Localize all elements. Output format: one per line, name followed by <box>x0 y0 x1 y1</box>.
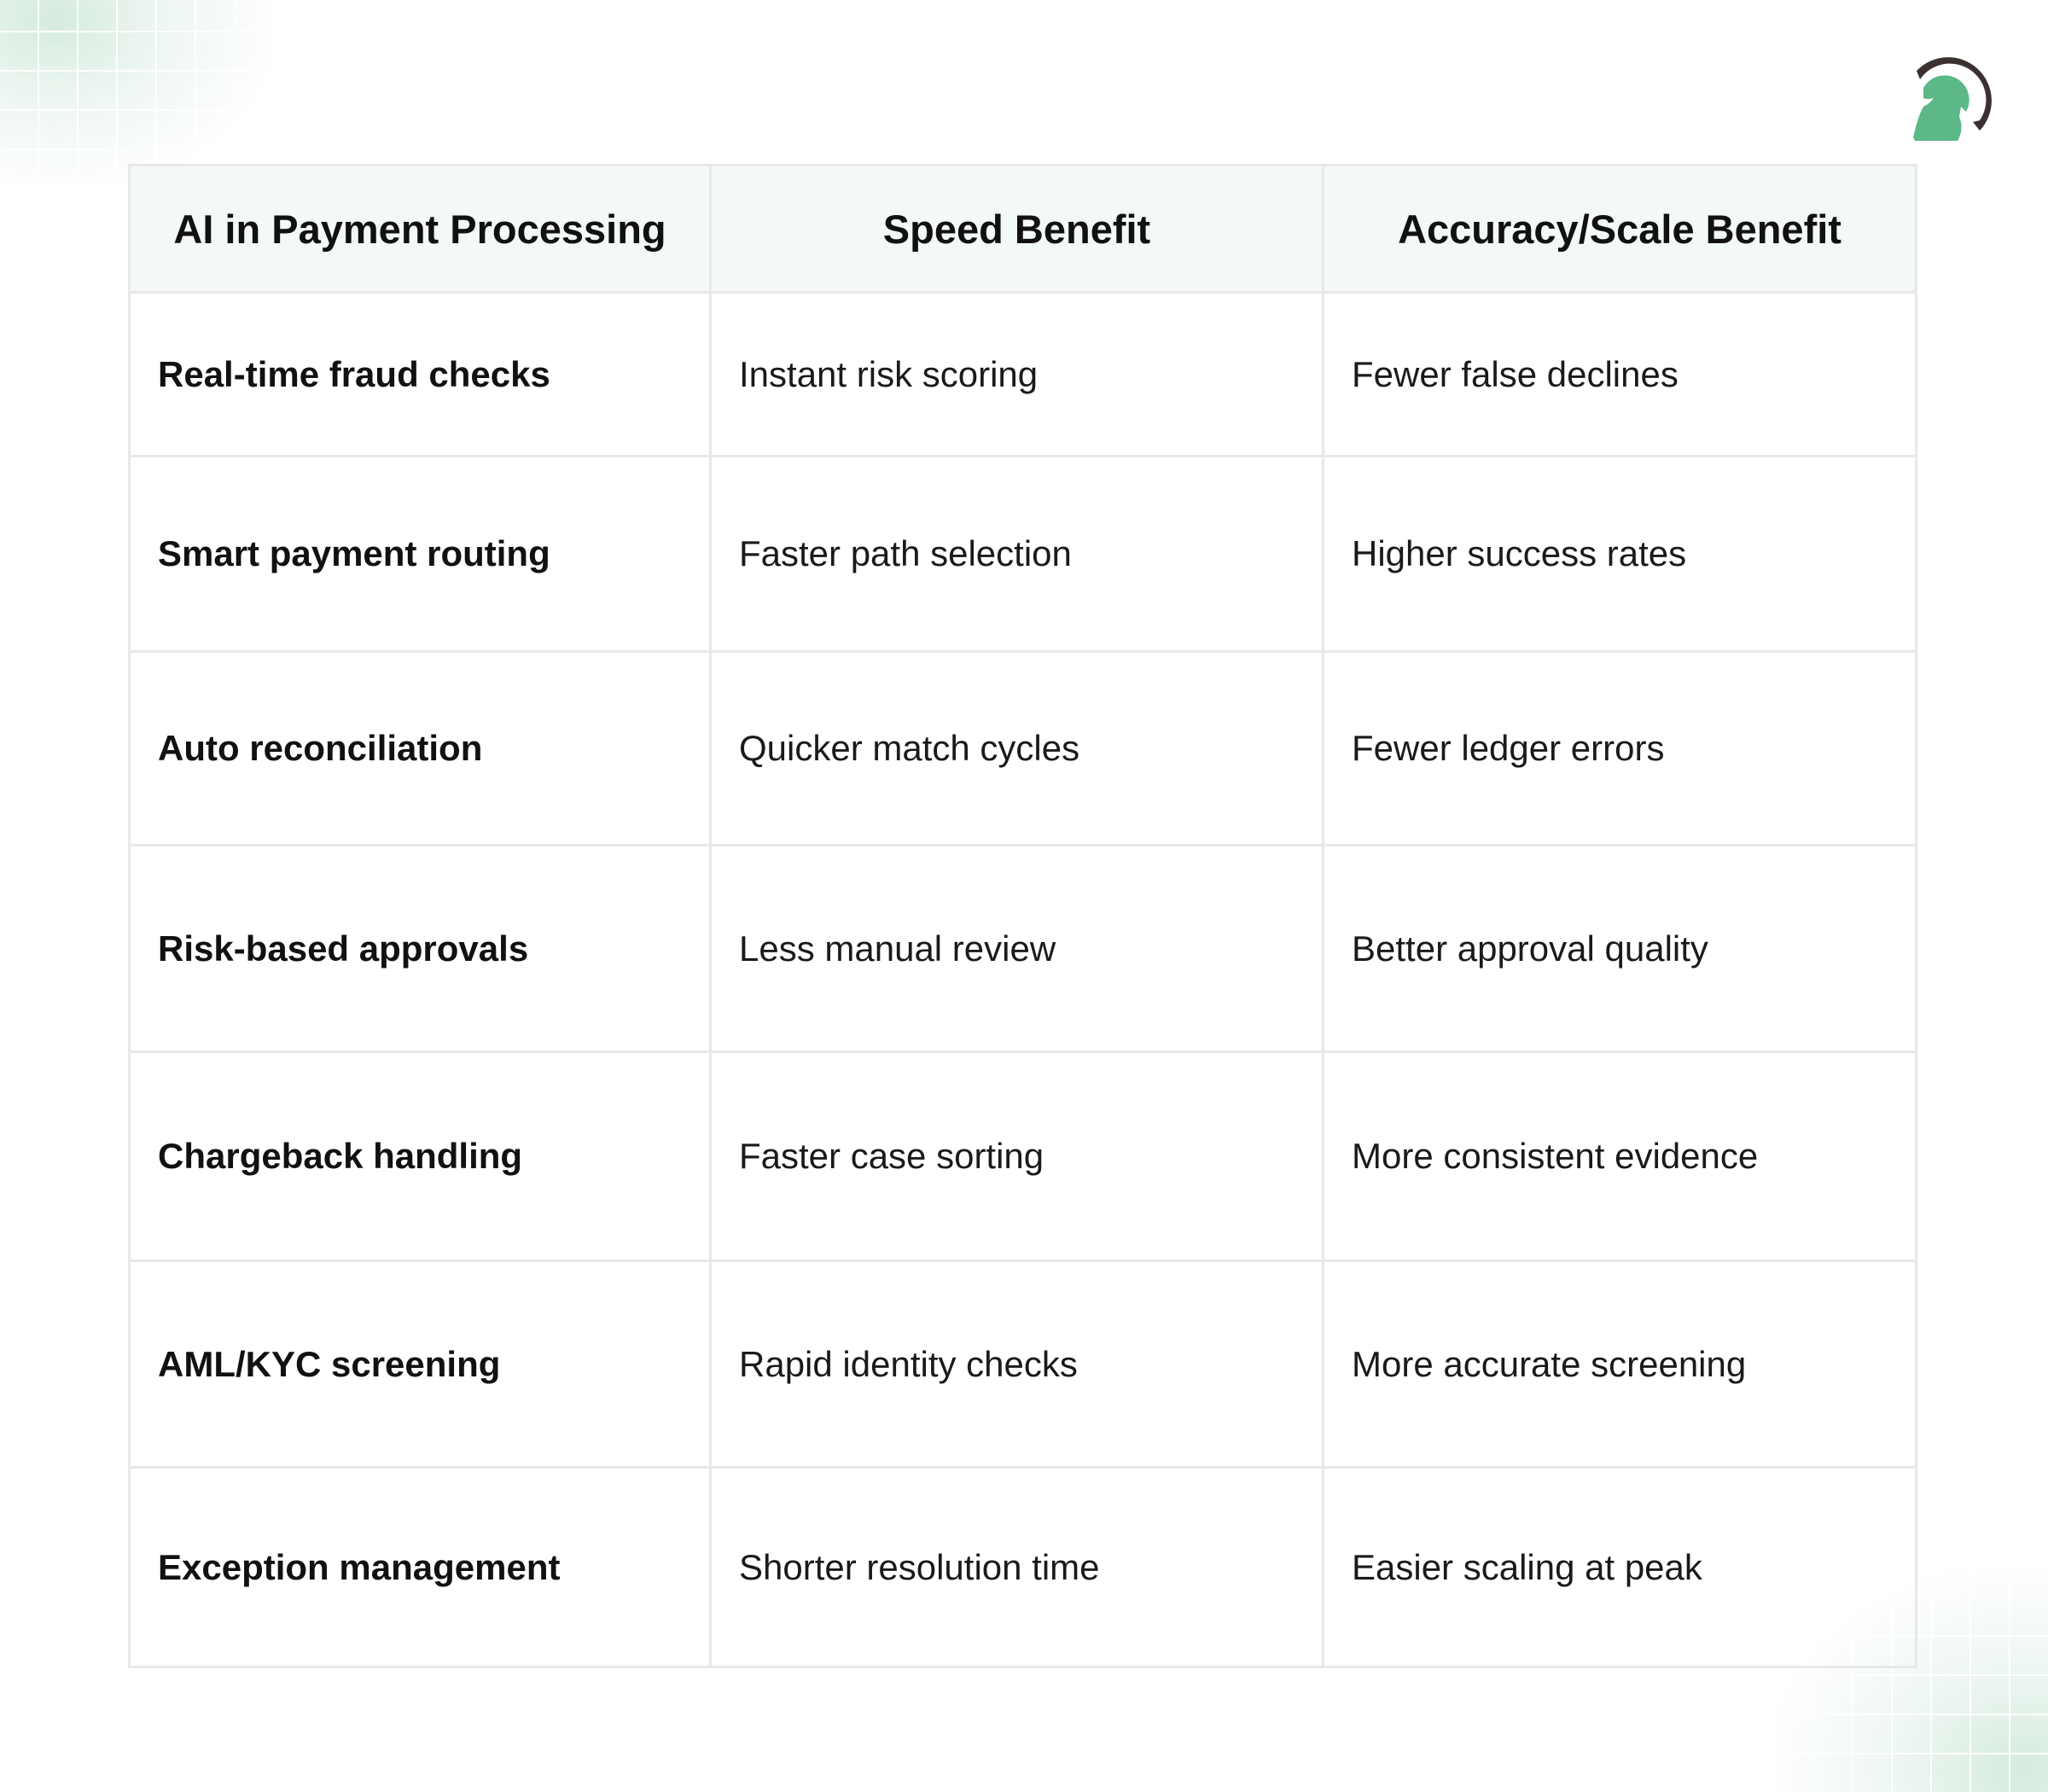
speed-cell: Shorter resolution time <box>711 1468 1324 1667</box>
accuracy-cell: Fewer false declines <box>1324 293 1917 457</box>
feature-cell: Real-time fraud checks <box>130 293 711 457</box>
feature-cell: Smart payment routing <box>130 457 711 652</box>
speed-cell: Rapid identity checks <box>711 1261 1324 1468</box>
speed-cell: Quicker match cycles <box>711 652 1324 846</box>
feature-cell: AML/KYC screening <box>130 1261 711 1468</box>
table-row <box>130 1468 1917 1667</box>
accuracy-cell: Easier scaling at peak <box>1324 1468 1917 1667</box>
header-cell: Accuracy/Scale Benefit <box>1324 166 1917 293</box>
accuracy-cell: More accurate screening <box>1324 1261 1917 1468</box>
feature-cell: Risk-based approvals <box>130 846 711 1052</box>
table-row <box>130 846 1917 1052</box>
table-row <box>130 293 1917 457</box>
accuracy-cell: Fewer ledger errors <box>1324 652 1917 846</box>
table-row <box>130 1052 1917 1261</box>
feature-cell: Auto reconciliation <box>130 652 711 846</box>
feature-cell: Exception management <box>130 1468 711 1667</box>
table-row <box>130 1261 1917 1468</box>
speed-cell: Instant risk scoring <box>711 293 1324 457</box>
header-cell: Speed Benefit <box>711 166 1324 293</box>
brand-logo-icon <box>1911 55 1997 141</box>
accuracy-cell: Better approval quality <box>1324 846 1917 1052</box>
table-header-row <box>130 166 1917 293</box>
accuracy-cell: More consistent evidence <box>1324 1052 1917 1261</box>
speed-cell: Faster case sorting <box>711 1052 1324 1261</box>
header-cell: AI in Payment Processing <box>130 166 711 293</box>
speed-cell: Faster path selection <box>711 457 1324 652</box>
ai-payment-processing-table <box>128 164 1917 1668</box>
decorative-grid-top-left <box>0 0 273 188</box>
accuracy-cell: Higher success rates <box>1324 457 1917 652</box>
speed-cell: Less manual review <box>711 846 1324 1052</box>
table-row <box>130 457 1917 652</box>
table-row <box>130 652 1917 846</box>
feature-cell: Chargeback handling <box>130 1052 711 1261</box>
